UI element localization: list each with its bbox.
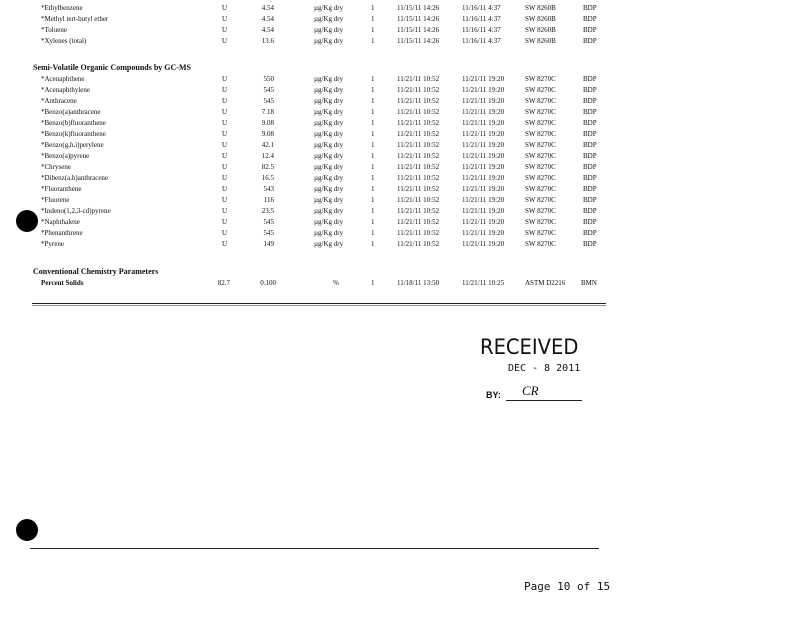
prepared-date: 11/21/11 10:52 <box>397 218 440 226</box>
dilution: 1 <box>371 196 375 204</box>
table-row <box>0 140 800 151</box>
analyte-name: *Acenaphthylene <box>41 86 90 94</box>
prepared-date: 11/21/11 10:52 <box>397 240 440 248</box>
result-value: 13.6 <box>261 37 274 45</box>
analyzed-date: 11/21/11 19:20 <box>462 207 505 215</box>
analyte-name: *Xylenes (total) <box>41 37 87 45</box>
analyte-name: Percent Solids <box>41 279 84 287</box>
dilution: 1 <box>371 174 375 182</box>
qualifier: U <box>222 86 228 94</box>
analyst: BMN <box>581 279 597 287</box>
prepared-date: 11/15/11 14:26 <box>397 15 440 23</box>
prepared-date: 11/21/11 10:52 <box>397 229 440 237</box>
dilution: 1 <box>371 279 375 287</box>
analyst: BDP <box>583 229 597 237</box>
result-value: 9.08 <box>261 119 274 127</box>
result-value: 545 <box>263 97 274 105</box>
prepared-date: 11/21/11 10:52 <box>397 97 440 105</box>
analyzed-date: 11/21/11 19:20 <box>462 141 505 149</box>
table-row <box>0 228 800 239</box>
units: µg/Kg dry <box>314 163 344 171</box>
qualifier: U <box>222 240 228 248</box>
result-value: 23.5 <box>261 207 274 215</box>
table-row <box>0 239 800 250</box>
received-stamp <box>472 335 618 405</box>
result-value: 82.5 <box>261 163 274 171</box>
dilution: 1 <box>371 185 375 193</box>
analyst: BDP <box>583 37 597 45</box>
units: µg/Kg dry <box>314 240 344 248</box>
units: µg/Kg dry <box>314 218 344 226</box>
method: SW 8270C <box>525 97 556 105</box>
table-row <box>0 74 800 85</box>
analyte-name: *Benzo(b)fluoranthene <box>41 119 106 127</box>
analyst: BDP <box>583 185 597 193</box>
table-row <box>0 107 800 118</box>
dilution: 1 <box>371 163 375 171</box>
section-svoc-title: Semi-Volatile Organic Compounds by GC-MS <box>33 63 191 72</box>
analyst: BDP <box>583 108 597 116</box>
dilution: 1 <box>371 207 375 215</box>
stamp-title: RECEIVED <box>480 335 579 359</box>
table-row <box>0 118 800 129</box>
result-value: 545 <box>263 229 274 237</box>
analyzed-date: 11/21/11 10:25 <box>462 279 505 287</box>
result-value: 4.54 <box>261 26 274 34</box>
analyzed-date: 11/21/11 19:20 <box>462 97 505 105</box>
analyzed-date: 11/21/11 19:20 <box>462 174 505 182</box>
qualifier: U <box>222 97 228 105</box>
punch-hole-icon <box>16 210 38 232</box>
result-value: 543 <box>263 185 274 193</box>
analyzed-date: 11/16/11 4:37 <box>462 4 501 12</box>
table-row <box>0 217 800 228</box>
analyte-name: *Naphthalene <box>41 218 80 226</box>
analyte-name: *Benzo(a)anthracene <box>41 108 101 116</box>
result-value: 116 <box>263 196 274 204</box>
dilution: 1 <box>371 75 375 83</box>
analyte-name: *Acenaphthene <box>41 75 85 83</box>
result-value: 149 <box>263 240 274 248</box>
units: µg/Kg dry <box>314 141 344 149</box>
result-value: 4.54 <box>261 15 274 23</box>
analyte-name: *Indeno(1,2,3-cd)pyrene <box>41 207 111 215</box>
units: µg/Kg dry <box>314 108 344 116</box>
percent-solids-row <box>0 278 800 289</box>
analyzed-date: 11/16/11 4:37 <box>462 37 501 45</box>
method: SW 8260B <box>525 26 556 34</box>
analyst: BDP <box>583 240 597 248</box>
qualifier: U <box>222 26 228 34</box>
prepared-date: 11/15/11 14:26 <box>397 26 440 34</box>
analyzed-date: 11/21/11 19:20 <box>462 163 505 171</box>
result-value: 7.18 <box>261 108 274 116</box>
table-row <box>0 36 800 47</box>
prepared-date: 11/15/11 14:26 <box>397 4 440 12</box>
units: µg/Kg dry <box>314 15 344 23</box>
units: µg/Kg dry <box>314 130 344 138</box>
qualifier: U <box>222 108 228 116</box>
analyzed-date: 11/21/11 19:20 <box>462 196 505 204</box>
qualifier: U <box>222 4 228 12</box>
table-bottom-rule <box>32 303 606 304</box>
analyte-name: *Toluene <box>41 26 67 34</box>
method: ASTM D2216 <box>525 279 566 287</box>
table-row <box>0 14 800 25</box>
analyst: BDP <box>583 174 597 182</box>
result-value: 545 <box>263 86 274 94</box>
analyst: BDP <box>583 15 597 23</box>
dilution: 1 <box>371 15 375 23</box>
analyzed-date: 11/16/11 4:37 <box>462 26 501 34</box>
analyst: BDP <box>583 163 597 171</box>
qualifier: U <box>222 75 228 83</box>
table-row <box>0 173 800 184</box>
analyte-name: *Benzo(g,h,i)perylene <box>41 141 104 149</box>
section-conventional-title: Conventional Chemistry Parameters <box>33 267 159 276</box>
table-row <box>0 96 800 107</box>
dilution: 1 <box>371 4 375 12</box>
table-row <box>0 129 800 140</box>
result-value: 42.1 <box>261 141 274 149</box>
analyzed-date: 11/21/11 19:20 <box>462 152 505 160</box>
table-row <box>0 195 800 206</box>
units: µg/Kg dry <box>314 207 344 215</box>
qualifier: U <box>222 207 228 215</box>
qualifier: U <box>222 218 228 226</box>
punch-hole-icon <box>16 519 38 541</box>
result-value: 82.7 <box>217 279 230 287</box>
method: SW 8270C <box>525 108 556 116</box>
dilution: 1 <box>371 141 375 149</box>
dilution: 1 <box>371 240 375 248</box>
analyst: BDP <box>583 152 597 160</box>
analyte-name: *Pyrene <box>41 240 64 248</box>
units: µg/Kg dry <box>314 174 344 182</box>
dilution: 1 <box>371 37 375 45</box>
dilution: 1 <box>371 229 375 237</box>
qualifier: U <box>222 174 228 182</box>
analyst: BDP <box>583 26 597 34</box>
analyte-name: *Fluorene <box>41 196 70 204</box>
method: SW 8270C <box>525 86 556 94</box>
stamp-date: DEC - 8 2011 <box>508 363 581 374</box>
analyzed-date: 11/21/11 19:20 <box>462 185 505 193</box>
dilution: 1 <box>371 26 375 34</box>
analyst: BDP <box>583 130 597 138</box>
table-bottom-rule-2 <box>32 305 606 306</box>
units: µg/Kg dry <box>314 4 344 12</box>
table-row <box>0 184 800 195</box>
analyzed-date: 11/21/11 19:20 <box>462 75 505 83</box>
units: µg/Kg dry <box>314 119 344 127</box>
page-number: Page 10 of 15 <box>524 580 611 593</box>
method: SW 8260B <box>525 4 556 12</box>
analyte-name: *Benzo(a)pyrene <box>41 152 90 160</box>
units: µg/Kg dry <box>314 75 344 83</box>
analyzed-date: 11/21/11 19:20 <box>462 86 505 94</box>
method: SW 8270C <box>525 141 556 149</box>
method: SW 8270C <box>525 75 556 83</box>
qualifier: U <box>222 130 228 138</box>
qualifier: U <box>222 196 228 204</box>
units: µg/Kg dry <box>314 86 344 94</box>
method: SW 8270C <box>525 163 556 171</box>
dilution: 1 <box>371 218 375 226</box>
dilution: 1 <box>371 108 375 116</box>
analyzed-date: 11/21/11 19:20 <box>462 130 505 138</box>
footer-rule <box>30 548 599 549</box>
analyzed-date: 11/21/11 19:20 <box>462 218 505 226</box>
table-row <box>0 206 800 217</box>
prepared-date: 11/21/11 10:52 <box>397 141 440 149</box>
method: SW 8270C <box>525 130 556 138</box>
reporting-limit: 0.100 <box>260 279 276 287</box>
analyst: BDP <box>583 119 597 127</box>
method: SW 8270C <box>525 119 556 127</box>
analyzed-date: 11/21/11 19:20 <box>462 108 505 116</box>
units: µg/Kg dry <box>314 229 344 237</box>
analyte-name: *Fluoranthene <box>41 185 82 193</box>
method: SW 8270C <box>525 174 556 182</box>
result-value: 16.5 <box>261 174 274 182</box>
table-row <box>0 85 800 96</box>
analyzed-date: 11/21/11 19:20 <box>462 240 505 248</box>
table-row <box>0 3 800 14</box>
table-row <box>0 162 800 173</box>
analyte-name: *Ethylbenzene <box>41 4 83 12</box>
analyst: BDP <box>583 141 597 149</box>
qualifier: U <box>222 229 228 237</box>
analyzed-date: 11/21/11 19:20 <box>462 119 505 127</box>
analyte-name: *Anthracene <box>41 97 77 105</box>
units: % <box>333 279 339 287</box>
dilution: 1 <box>371 130 375 138</box>
analyst: BDP <box>583 196 597 204</box>
qualifier: U <box>222 37 228 45</box>
prepared-date: 11/18/11 13:50 <box>397 279 440 287</box>
qualifier: U <box>222 119 228 127</box>
units: µg/Kg dry <box>314 37 344 45</box>
result-value: 12.4 <box>261 152 274 160</box>
table-row <box>0 25 800 36</box>
prepared-date: 11/21/11 10:52 <box>397 119 440 127</box>
result-value: 545 <box>263 218 274 226</box>
analyst: BDP <box>583 4 597 12</box>
qualifier: U <box>222 163 228 171</box>
units: µg/Kg dry <box>314 185 344 193</box>
method: SW 8270C <box>525 207 556 215</box>
prepared-date: 11/21/11 10:52 <box>397 174 440 182</box>
stamp-by-label: BY: <box>486 390 501 400</box>
units: µg/Kg dry <box>314 196 344 204</box>
method: SW 8270C <box>525 229 556 237</box>
analyst: BDP <box>583 207 597 215</box>
analyte-name: *Dibenz(a,h)anthracene <box>41 174 109 182</box>
prepared-date: 11/21/11 10:52 <box>397 108 440 116</box>
method: SW 8270C <box>525 218 556 226</box>
prepared-date: 11/21/11 10:52 <box>397 130 440 138</box>
analyst: BDP <box>583 75 597 83</box>
analyte-name: *Phenanthrene <box>41 229 83 237</box>
prepared-date: 11/21/11 10:52 <box>397 86 440 94</box>
analyst: BDP <box>583 97 597 105</box>
qualifier: U <box>222 185 228 193</box>
method: SW 8270C <box>525 196 556 204</box>
result-value: 550 <box>263 75 274 83</box>
analyst: BDP <box>583 86 597 94</box>
qualifier: U <box>222 141 228 149</box>
prepared-date: 11/15/11 14:26 <box>397 37 440 45</box>
prepared-date: 11/21/11 10:52 <box>397 152 440 160</box>
analyte-name: *Methyl tert-butyl ether <box>41 15 109 23</box>
analyzed-date: 11/21/11 19:20 <box>462 229 505 237</box>
analyte-name: *Chrysene <box>41 163 71 171</box>
dilution: 1 <box>371 119 375 127</box>
method: SW 8260B <box>525 37 556 45</box>
analyte-name: *Benzo(k)fluoranthene <box>41 130 106 138</box>
result-value: 9.08 <box>261 130 274 138</box>
dilution: 1 <box>371 152 375 160</box>
units: µg/Kg dry <box>314 97 344 105</box>
dilution: 1 <box>371 97 375 105</box>
method: SW 8260B <box>525 15 556 23</box>
units: µg/Kg dry <box>314 152 344 160</box>
dilution: 1 <box>371 86 375 94</box>
stamp-signature-line <box>506 400 582 401</box>
method: SW 8270C <box>525 240 556 248</box>
prepared-date: 11/21/11 10:52 <box>397 207 440 215</box>
prepared-date: 11/21/11 10:52 <box>397 185 440 193</box>
prepared-date: 11/21/11 10:52 <box>397 163 440 171</box>
prepared-date: 11/21/11 10:52 <box>397 196 440 204</box>
method: SW 8270C <box>525 152 556 160</box>
qualifier: U <box>222 152 228 160</box>
stamp-initials: CR <box>522 383 539 398</box>
qualifier: U <box>222 15 228 23</box>
analyzed-date: 11/16/11 4:37 <box>462 15 501 23</box>
result-value: 4.54 <box>261 4 274 12</box>
method: SW 8270C <box>525 185 556 193</box>
units: µg/Kg dry <box>314 26 344 34</box>
analyst: BDP <box>583 218 597 226</box>
table-row <box>0 151 800 162</box>
prepared-date: 11/21/11 10:52 <box>397 75 440 83</box>
